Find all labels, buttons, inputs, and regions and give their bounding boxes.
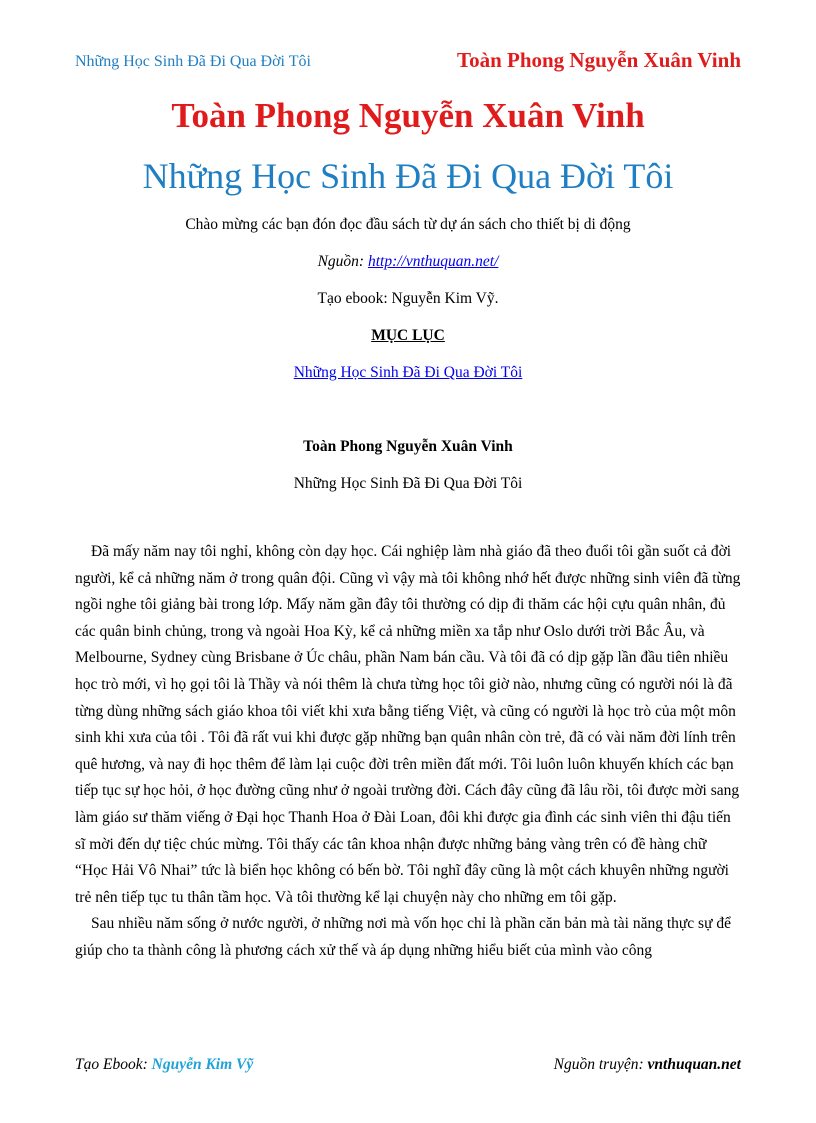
body-text bbox=[75, 539, 741, 965]
footer-source-label: Nguồn truyện: bbox=[553, 1056, 648, 1073]
body-paragraph: Đã mấy năm nay tôi nghỉ, không còn dạy học. Cái nghiệp làm nhà giáo đã theo đuổi tôi gần suốt cả đời người, kể cả những năm ở trong quân đội. Cũng vì vậy mà tôi không nhớ hết được những sinh viên đã từng ngồi nghe tôi giảng bài trong lớp. Mấy năm gần đây tôi thường có dịp đi thăm các hội cựu quân nhân, đủ các quân binh chủng, trong và ngoài Hoa Kỳ, kể cả những miền xa tắp như Oslo dưới trời Bắc Âu, và Melbourne, Sydney cùng Brisbane ở Úc châu, phần Nam bán cầu. Và tôi đã có dịp gặp lần đầu tiên nhiều học trò mới, vì họ gọi tôi là Thầy và nói thêm là chưa từng học tôi giờ nào, nhưng cũng có người nói là đã từng dùng những sách giáo khoa tôi viết khi xưa bằng tiếng Việt, và cũng có người là học trò của một môn sinh khi xưa của tôi . Tôi đã rất vui khi được gặp những bạn quân nhân còn trẻ, đã có vài năm đời lính trên quê hương, và nay đi học thêm để làm lại cuộc đời trên miền đất mới. Tôi luôn luôn khuyến khích các bạn tiếp tục sự học hỏi, ở học đường cũng như ở ngoài trường đời. Cách đây cũng đã lâu rồi, tôi được mời sang làm giáo sư thăm viếng ở Đại học Thanh Hoa ở Đài Loan, đôi khi được gia đình các sinh viên thi đậu tiến sĩ mời đến dự tiệc chúc mừng. Tôi thấy các tân khoa nhận được những bảng vàng trên có đề hàng chữ “Học Hải Vô Nhai” tức là biển học không có bến bờ. Tôi nghĩ đây cũng là một cách khuyên những người trẻ nên tiếp tục tu thân tầm học. Và tôi thường kể lại chuyện này cho những em tôi gặp. bbox=[75, 543, 741, 906]
toc-title: MỤC LỤC bbox=[371, 327, 445, 344]
footer-creator-name: Nguyễn Kim Vỹ bbox=[151, 1056, 254, 1073]
welcome-text: Chào mừng các bạn đón đọc đầu sách từ dự án sách cho thiết bị di động bbox=[185, 216, 631, 233]
footer-source bbox=[554, 1056, 741, 1074]
ebook-creator: Tạo ebook: Nguyễn Kim Vỹ. bbox=[317, 290, 499, 307]
header-book-title: Những Học Sinh Đã Đi Qua Đời Tôi bbox=[75, 53, 311, 70]
section-title: Những Học Sinh Đã Đi Qua Đời Tôi bbox=[293, 475, 523, 492]
header-author: Toàn Phong Nguyễn Xuân Vinh bbox=[456, 48, 741, 72]
source-line bbox=[0, 253, 816, 271]
footer-source-site: vnthuquan.net bbox=[647, 1056, 741, 1073]
body-paragraph: Sau nhiều năm sống ở nước người, ở những nơi mà vốn học chỉ là phần căn bản mà tài năng thực sự để giúp cho ta thành công là phương cách xử thế và áp dụng những hiểu biết của mình vào công bbox=[75, 915, 731, 959]
toc-item bbox=[0, 364, 816, 382]
toc-link-chapter[interactable]: Những Học Sinh Đã Đi Qua Đời Tôi bbox=[293, 364, 523, 381]
document-book-title: Những Học Sinh Đã Đi Qua Đời Tôi bbox=[142, 156, 674, 196]
footer-creator bbox=[75, 1056, 253, 1074]
footer-creator-label: Tạo Ebook: bbox=[75, 1056, 152, 1073]
document-author-title: Toàn Phong Nguyễn Xuân Vinh bbox=[171, 96, 645, 135]
page-header bbox=[75, 48, 741, 76]
section-author: Toàn Phong Nguyễn Xuân Vinh bbox=[303, 438, 513, 455]
source-label: Nguồn: bbox=[317, 253, 368, 270]
page-footer bbox=[75, 1056, 741, 1078]
source-link[interactable]: http://vnthuquan.net/ bbox=[367, 253, 499, 270]
